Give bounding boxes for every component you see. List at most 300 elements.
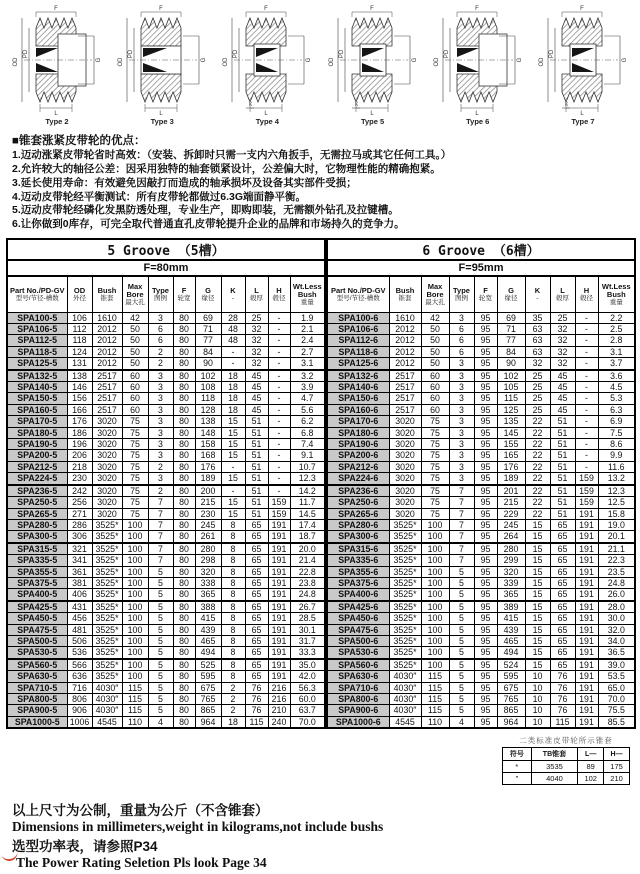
svg-text:G: G <box>306 57 313 63</box>
table-cell: 3525* <box>389 647 421 659</box>
table-cell: 298 <box>195 555 221 566</box>
table-cell: SPA112-6 <box>327 335 389 346</box>
pulley-drawing <box>324 4 422 126</box>
table-cell: - <box>268 461 290 472</box>
table-cell: 191 <box>575 624 598 635</box>
table-cell: 191 <box>575 508 598 519</box>
table-cell: 32 <box>525 358 550 370</box>
table-row <box>327 601 635 613</box>
table-cell: 75 <box>421 508 449 519</box>
table-cell: 65.0 <box>598 682 635 693</box>
table-cell: 8 <box>221 659 245 671</box>
table-cell: 45 <box>550 393 575 404</box>
table-cell: 191 <box>575 543 598 555</box>
table-cell: 21.1 <box>598 543 635 555</box>
table-cell: - <box>268 473 290 485</box>
table-cell: 51 <box>550 508 575 519</box>
table-cell: 2517 <box>389 382 421 393</box>
table-row <box>327 335 635 346</box>
table-cell: 2.2 <box>598 312 635 323</box>
table-cell: 115 <box>421 705 449 716</box>
table-cell: SPA118-5 <box>7 346 67 357</box>
table-cell: 100 <box>122 601 148 613</box>
table-row <box>327 624 635 635</box>
table-row <box>327 705 635 716</box>
table-cell: 80 <box>173 312 195 323</box>
table-cell: 3020 <box>389 473 421 485</box>
spec-tables <box>6 238 634 729</box>
table-row <box>7 485 325 497</box>
table-cell: SPA200-5 <box>7 450 67 461</box>
table-cell: 5 <box>449 694 474 705</box>
table-cell: 15 <box>525 647 550 659</box>
table-cell: 65 <box>245 613 268 624</box>
svg-text:K: K <box>249 102 253 108</box>
svg-text:G: G <box>621 57 628 63</box>
table-cell: 3525* <box>92 601 122 613</box>
table-cell: 1.9 <box>290 312 325 323</box>
table-cell: 80 <box>173 485 195 497</box>
table-cell: SPA500-6 <box>327 635 389 646</box>
table-cell: 48 <box>221 324 245 335</box>
bush-legend-title: 二类标准皮带轮所示锥套 <box>519 736 613 746</box>
table-cell: 15 <box>525 566 550 577</box>
table-row <box>7 497 325 508</box>
table-cell: 30.1 <box>290 624 325 635</box>
table-cell: 3 <box>449 382 474 393</box>
table-cell: 15 <box>525 589 550 601</box>
table-cell: 2 <box>148 358 173 370</box>
table-cell: 115 <box>421 671 449 682</box>
table-cell: 5 <box>148 601 173 613</box>
table-cell: SPA280-6 <box>327 519 389 530</box>
table-cell: 75 <box>122 427 148 438</box>
table-cell: 51 <box>245 508 268 519</box>
table-cell: 8 <box>221 613 245 624</box>
table-cell: SPA160-6 <box>327 404 389 415</box>
table-row <box>7 346 325 357</box>
column-header: Bush 锥套 <box>389 276 421 312</box>
table-cell: 675 <box>195 682 221 693</box>
table-cell: 3 <box>449 461 474 472</box>
table-row <box>327 519 635 530</box>
table-cell: 22 <box>525 461 550 472</box>
table-cell: 95 <box>474 346 497 357</box>
table-row <box>7 370 325 382</box>
svg-text:G: G <box>516 57 523 63</box>
table-cell: 191 <box>575 705 598 716</box>
table-cell: SPA710-6 <box>327 682 389 693</box>
table-cell: 25 <box>525 370 550 382</box>
table-cell: 8 <box>221 671 245 682</box>
table-cell: SPA212-5 <box>7 461 67 472</box>
pulley-drawing <box>8 4 106 126</box>
table-cell: 2 <box>221 682 245 693</box>
table-cell: 3 <box>449 450 474 461</box>
table-cell: - <box>268 358 290 370</box>
spec-table-5groove <box>6 238 326 729</box>
table-cell: 15 <box>525 624 550 635</box>
table-cell: 115 <box>421 682 449 693</box>
table-cell: 146 <box>67 382 92 393</box>
table-cell: 102 <box>195 370 221 382</box>
svg-text:F: F <box>474 6 479 12</box>
table-cell: 3020 <box>92 508 122 519</box>
table-cell: 18 <box>221 716 245 728</box>
table-cell: 5 <box>148 671 173 682</box>
table-cell: 506 <box>67 635 92 646</box>
table-cell: 115 <box>122 682 148 693</box>
table-cell: 3525* <box>389 624 421 635</box>
table-cell: 100 <box>122 635 148 646</box>
table-cell: 80 <box>173 682 195 693</box>
table-cell: 176 <box>67 416 92 427</box>
table-cell: 80 <box>173 416 195 427</box>
table-cell: 95 <box>474 497 497 508</box>
table-cell: 85.5 <box>598 716 635 728</box>
pulley-cross-section <box>326 4 420 116</box>
table-cell: 51 <box>550 497 575 508</box>
table-cell: 42 <box>122 312 148 323</box>
table-cell: SPA132-6 <box>327 370 389 382</box>
table-cell: 45 <box>550 382 575 393</box>
column-header-row-6 <box>327 276 635 312</box>
table-cell: 100 <box>122 647 148 659</box>
table-cell: 100 <box>122 613 148 624</box>
table-cell: 17.4 <box>290 519 325 530</box>
table-cell: 11.7 <box>290 497 325 508</box>
table-cell: 3.7 <box>598 358 635 370</box>
table-cell: 80 <box>173 393 195 404</box>
table-cell: SPA106-5 <box>7 324 67 335</box>
table-cell: 65 <box>245 635 268 646</box>
table-cell: 75 <box>421 427 449 438</box>
table-cell: 14.2 <box>290 485 325 497</box>
table-cell: 22 <box>525 508 550 519</box>
table-cell: 11.6 <box>598 461 635 472</box>
table-body-5 <box>7 312 325 728</box>
table-cell: 100 <box>122 519 148 530</box>
table-row <box>7 613 325 624</box>
svg-text:F: F <box>580 6 584 12</box>
table-cell: 321 <box>67 543 92 555</box>
table-cell: 7 <box>449 555 474 566</box>
table-cell: 2 <box>221 694 245 705</box>
table-cell: 8 <box>221 601 245 613</box>
table-cell: 100 <box>122 555 148 566</box>
table-cell: 145 <box>497 427 525 438</box>
table-cell: 7 <box>449 508 474 519</box>
table-row <box>503 773 630 785</box>
table-cell: 80 <box>173 531 195 543</box>
svg-text:PD: PD <box>23 49 29 59</box>
table-cell: - <box>575 312 598 323</box>
table-cell: 245 <box>195 519 221 530</box>
table-cell: 95 <box>474 461 497 472</box>
table-cell: 2.1 <box>290 324 325 335</box>
table-cell: 3 <box>449 473 474 485</box>
table-cell: 110 <box>122 716 148 728</box>
table-row <box>7 682 325 693</box>
table-cell: SPA265-5 <box>7 508 67 519</box>
table-cell: 176 <box>195 461 221 472</box>
table-cell: 9.9 <box>598 450 635 461</box>
table-cell: 8 <box>221 577 245 588</box>
table-cell: 76 <box>550 671 575 682</box>
table-cell: 95 <box>474 613 497 624</box>
table-cell: 100 <box>122 577 148 588</box>
table-cell: 80 <box>173 427 195 438</box>
table-cell: 481 <box>67 624 92 635</box>
table-row <box>327 589 635 601</box>
table-cell: 3525* <box>92 659 122 671</box>
table-cell: 51 <box>550 485 575 497</box>
table-cell: 60.0 <box>290 694 325 705</box>
table-row <box>327 461 635 472</box>
table-cell: 3525* <box>389 601 421 613</box>
column-header: OD 外径 <box>67 276 92 312</box>
table-cell: 75 <box>122 416 148 427</box>
table-cell: 60 <box>122 382 148 393</box>
table-cell: 45 <box>550 370 575 382</box>
footer-power-en: The Power Rating Seletion Pls look Page 34 <box>16 855 267 871</box>
table-cell: SPA375-5 <box>7 577 67 588</box>
table-cell: SPA500-5 <box>7 635 67 646</box>
table-cell: 215 <box>195 497 221 508</box>
table-cell: 32 <box>245 346 268 357</box>
table-cell: SPA250-6 <box>327 497 389 508</box>
table-cell: SPA475-5 <box>7 624 67 635</box>
table-cell: 95 <box>474 450 497 461</box>
table-cell: 10 <box>525 716 550 728</box>
table-cell: 95 <box>474 671 497 682</box>
table-cell: 166 <box>67 404 92 415</box>
table-cell: 65 <box>550 601 575 613</box>
svg-text:L: L <box>159 111 163 116</box>
table-cell: 15 <box>525 555 550 566</box>
table-cell: 65 <box>245 659 268 671</box>
table-cell: 191 <box>575 555 598 566</box>
table-cell: 7 <box>148 519 173 530</box>
table-cell: 51 <box>245 485 268 497</box>
table-cell: 2 <box>148 346 173 357</box>
bush-legend-body <box>503 761 630 785</box>
table-row <box>7 694 325 705</box>
table-cell: 175 <box>604 761 630 773</box>
table-cell: SPA224-6 <box>327 473 389 485</box>
table-cell: 100 <box>122 659 148 671</box>
pulley-type-label: Type 2 <box>45 117 69 126</box>
table-cell: 14.5 <box>290 508 325 519</box>
table-cell: 75 <box>122 473 148 485</box>
table-cell: 2012 <box>389 324 421 335</box>
table-cell: 2 <box>148 461 173 472</box>
table-row <box>327 613 635 624</box>
table-cell: 25 <box>245 312 268 323</box>
table-cell: 200 <box>195 485 221 497</box>
table-cell: 1006 <box>67 716 92 728</box>
table-cell: - <box>575 393 598 404</box>
table-cell: 102 <box>578 773 604 785</box>
table-cell: 906 <box>67 705 92 716</box>
svg-text:PD: PD <box>338 49 345 59</box>
table-cell: SPA710-5 <box>7 682 67 693</box>
table-cell: 806 <box>67 694 92 705</box>
table-cell: 65 <box>550 577 575 588</box>
table-cell: 75 <box>421 439 449 450</box>
table-cell: 6 <box>148 324 173 335</box>
table-cell: - <box>575 370 598 382</box>
pulley-drawing <box>113 4 211 126</box>
pulley-type-label: Type 3 <box>150 117 174 126</box>
table-cell: 595 <box>497 671 525 682</box>
table-cell: 80 <box>173 635 195 646</box>
table-cell: SPA212-6 <box>327 461 389 472</box>
table-cell: - <box>575 439 598 450</box>
table-cell: 138 <box>195 416 221 427</box>
table-cell: 100 <box>421 566 449 577</box>
table-cell: SPA375-6 <box>327 577 389 588</box>
table-cell: 75 <box>122 508 148 519</box>
table-cell: 100 <box>122 543 148 555</box>
table-cell: 15 <box>221 508 245 519</box>
table-cell: 5.3 <box>598 393 635 404</box>
table-row <box>7 416 325 427</box>
table-row <box>327 473 635 485</box>
table-cell: 210 <box>268 705 290 716</box>
table-cell: 95 <box>474 705 497 716</box>
table-cell: SPA125-6 <box>327 358 389 370</box>
table-cell: 32 <box>550 324 575 335</box>
table-cell: 95 <box>474 416 497 427</box>
svg-text:L: L <box>369 111 374 116</box>
table-cell: 3 <box>148 312 173 323</box>
table-cell: 95 <box>474 601 497 613</box>
table-cell: 271 <box>67 508 92 519</box>
table-cell: 2.7 <box>290 346 325 357</box>
svg-text:OD: OD <box>13 57 19 67</box>
table-cell: 465 <box>195 635 221 646</box>
table-cell: 3 <box>148 416 173 427</box>
table-cell: 245 <box>497 519 525 530</box>
table-cell: 100 <box>421 659 449 671</box>
table-cell: 3020 <box>389 450 421 461</box>
table-cell: 159 <box>575 473 598 485</box>
table-cell: 100 <box>122 566 148 577</box>
table-cell: 100 <box>421 647 449 659</box>
table-cell: 191 <box>268 601 290 613</box>
table-cell: 80 <box>173 601 195 613</box>
table-cell: 15 <box>525 577 550 588</box>
table-cell: 191 <box>268 624 290 635</box>
table-cell: 3525* <box>92 519 122 530</box>
svg-text:PD: PD <box>128 49 135 59</box>
table-cell: 4030″ <box>389 671 421 682</box>
table-cell: 3.1 <box>598 346 635 357</box>
table-cell: 5 <box>449 705 474 716</box>
table-cell: SPA1000-5 <box>7 716 67 728</box>
table-cell: 7 <box>148 555 173 566</box>
table-cell: SPA190-5 <box>7 439 67 450</box>
table-cell: * <box>503 761 532 773</box>
pulley-cross-section <box>115 4 209 116</box>
table-cell: 5 <box>148 694 173 705</box>
advantages-title: ■锥套涨紧皮带轮的优点： <box>12 135 146 147</box>
table-cell: 34.0 <box>598 635 635 646</box>
table-cell: 26.7 <box>290 601 325 613</box>
table-cell: 765 <box>195 694 221 705</box>
advantage-item: 1.迈动涨紧皮带轮省时高效：（安装、拆卸时只需一支内六角扳手，无需拉马或其它任何工具。） <box>12 148 452 161</box>
advantages-list <box>12 149 630 232</box>
table-row <box>7 716 325 728</box>
table-cell: 230 <box>67 473 92 485</box>
table-cell: 95 <box>474 312 497 323</box>
table-cell: 63 <box>525 346 550 357</box>
table-cell: SPA250-5 <box>7 497 67 508</box>
table-row <box>7 555 325 566</box>
table-cell: 65 <box>245 671 268 682</box>
advantage-item: 4.迈动皮带轮经平衡测试：所有皮带轮都做过6.3G端面静平衡。 <box>12 190 307 203</box>
advantages-section <box>0 130 640 232</box>
table-row <box>327 659 635 671</box>
table-cell: 8.6 <box>598 439 635 450</box>
table-cell: 95 <box>474 624 497 635</box>
table-cell: 118 <box>195 393 221 404</box>
table-cell: 2012 <box>389 358 421 370</box>
table-cell: - <box>268 324 290 335</box>
table-row <box>7 439 325 450</box>
table-cell: 50 <box>122 335 148 346</box>
table-cell: 3020 <box>389 485 421 497</box>
table-cell: 191 <box>268 519 290 530</box>
table-cell: 80 <box>173 613 195 624</box>
table-cell: 3525* <box>389 589 421 601</box>
table-cell: 10 <box>525 682 550 693</box>
table-cell: 100 <box>122 531 148 543</box>
table-cell: SPA224-5 <box>7 473 67 485</box>
table-row <box>7 508 325 519</box>
table-cell: 165 <box>497 450 525 461</box>
table-cell: 3020 <box>389 416 421 427</box>
table-cell: 3525* <box>92 543 122 555</box>
table-cell: 3020 <box>389 497 421 508</box>
table-cell: 299 <box>497 555 525 566</box>
table-row <box>327 370 635 382</box>
table-cell: 158 <box>195 439 221 450</box>
table-cell: 10 <box>525 705 550 716</box>
table-cell: 50 <box>421 335 449 346</box>
table-cell: 51 <box>245 439 268 450</box>
svg-text:OD: OD <box>118 57 125 67</box>
table-cell: SPA335-6 <box>327 555 389 566</box>
table-cell: 26.0 <box>598 589 635 601</box>
table-row <box>327 382 635 393</box>
table-cell: 50 <box>122 358 148 370</box>
table-cell: 3525* <box>92 624 122 635</box>
column-header: F 轮宽 <box>173 276 195 312</box>
table-cell: - <box>268 485 290 497</box>
table-cell: 216 <box>268 694 290 705</box>
table-cell: 70.0 <box>290 716 325 728</box>
table-cell: 7 <box>148 543 173 555</box>
svg-text:K: K <box>354 102 358 108</box>
table-cell: 60 <box>421 370 449 382</box>
table-cell: 2517 <box>92 404 122 415</box>
table-row <box>327 485 635 497</box>
table-cell: 280 <box>195 543 221 555</box>
table-cell: 4.7 <box>290 393 325 404</box>
svg-text:G: G <box>201 57 208 63</box>
